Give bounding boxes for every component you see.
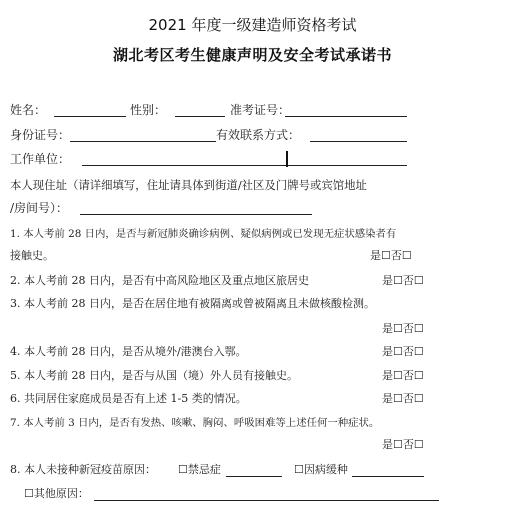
id-label: 身份证号： <box>10 128 71 142</box>
question-5: 5. 本人考前 28 日内，是否与从国（境）外人员有接触史。 <box>10 369 298 382</box>
option-illness-delay[interactable]: ☐因病缓种 <box>294 463 348 476</box>
question-4: 4. 本人考前 28 日内，是否从境外/港澳台入鄂。 <box>10 345 247 358</box>
option-contraindication[interactable]: ☐禁忌症 <box>178 463 221 476</box>
address-row <box>10 198 320 218</box>
contact-label: 有效联系方式： <box>216 128 301 142</box>
form-title-line2: 湖北考区考生健康声明及安全考试承诺书 <box>112 46 392 64</box>
question-3: 3. 本人考前 28 日内，是否在居住地有被隔离或曾被隔离且未做核酸检测。 <box>10 297 375 310</box>
address-field[interactable] <box>80 214 312 215</box>
address-label-line1: 本人现住址（请详细填写，住址请具体到街道/社区及门牌号或宾馆地址 <box>10 178 367 192</box>
question-6-answer[interactable]: 是☐否☐ <box>382 392 424 405</box>
work-unit-row <box>10 149 500 169</box>
address-label-line2: /房间号）： <box>10 201 69 215</box>
form-title-line1: 2021 年度一级建造师资格考试 <box>148 16 357 34</box>
question-1-continued: 接触史。 <box>10 249 54 262</box>
work-unit-field[interactable] <box>82 165 407 166</box>
other-reason-field[interactable] <box>94 500 439 501</box>
ticket-label: 准考证号： <box>230 103 291 117</box>
question-5-answer[interactable]: 是☐否☐ <box>382 369 424 382</box>
gender-field[interactable] <box>175 116 225 117</box>
gender-label: 性别： <box>130 103 167 117</box>
contact-field[interactable] <box>310 141 407 142</box>
ticket-number-field[interactable] <box>285 116 407 117</box>
id-number-field[interactable] <box>70 141 216 142</box>
name-field[interactable] <box>54 116 126 117</box>
text-cursor <box>286 151 288 167</box>
question-7: 7. 本人考前 3 日内，是否有发热、咳嗽、胸闷、呼吸困难等上述任何一种症状。 <box>10 417 380 429</box>
question-8-label: 8. 本人未接种新冠疫苗原因： <box>10 463 156 476</box>
contraindication-field[interactable] <box>226 476 282 477</box>
work-unit-label: 工作单位： <box>10 152 71 166</box>
question-3-answer[interactable]: 是☐否☐ <box>382 322 424 335</box>
name-label: 姓名： <box>10 103 47 117</box>
question-2-answer[interactable]: 是☐否☐ <box>382 274 424 287</box>
question-2: 2. 本人考前 28 日内，是否有中高风险地区及重点地区旅居史 <box>10 274 309 287</box>
question-6: 6. 共同居住家庭成员是否有上述 1-5 类的情况。 <box>10 392 247 405</box>
question-7-answer[interactable]: 是☐否☐ <box>382 438 424 451</box>
personal-info-row <box>10 100 500 120</box>
other-reason-row <box>24 485 444 505</box>
question-1: 1. 本人考前 28 日内，是否与新冠肺炎确诊病例、疑似病例或已发现无症状感染者有 <box>10 228 397 240</box>
question-4-answer[interactable]: 是☐否☐ <box>382 345 424 358</box>
id-contact-row <box>10 125 500 145</box>
option-other-reason[interactable]: ☐其他原因： <box>24 487 89 500</box>
question-8-row <box>10 461 500 481</box>
illness-delay-field[interactable] <box>352 476 424 477</box>
question-1-answer[interactable]: 是☐否☐ <box>370 249 412 262</box>
